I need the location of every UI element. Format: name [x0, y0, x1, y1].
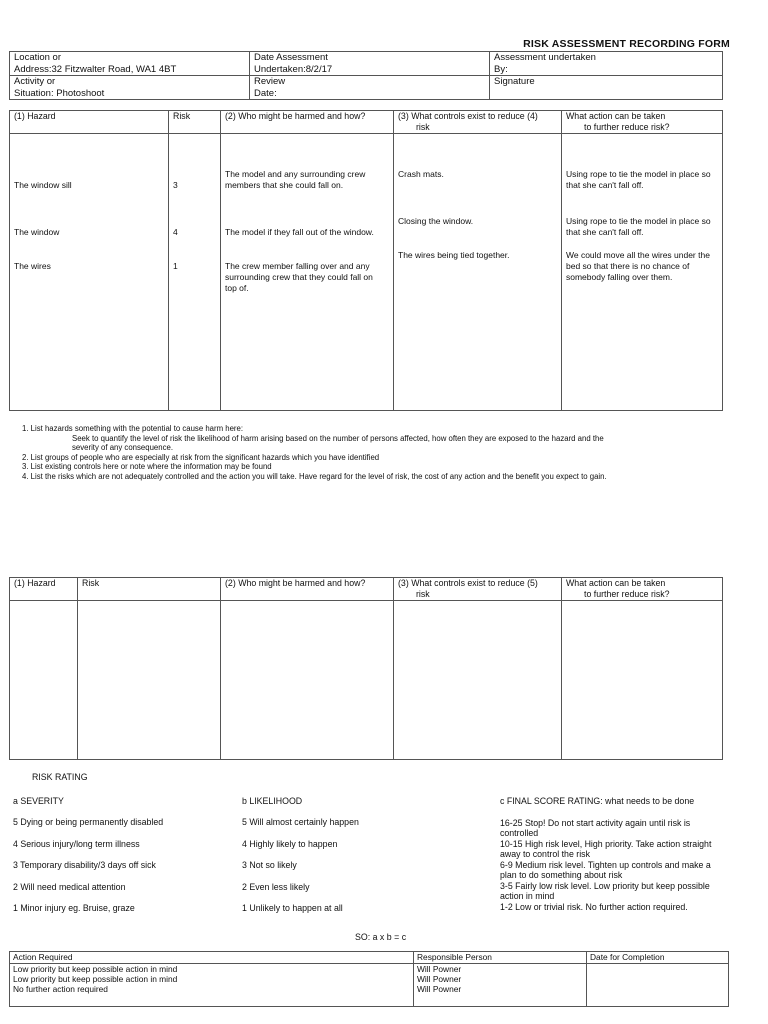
risk-value: 4 — [173, 227, 178, 237]
action-required-header: Action Required — [10, 952, 414, 964]
who-item: The model and any surrounding crew members that she could fall on. — [225, 169, 366, 190]
completion-date-cell[interactable] — [587, 964, 729, 1007]
likelihood-title: b LIKELIHOOD — [242, 796, 303, 806]
hazard-column-header: (1) Hazard — [10, 111, 169, 134]
final-score-level: 1-2 Low or trivial risk. No further action required. — [500, 901, 688, 912]
action-column-header: What action can be taken to further reduce risk? — [562, 578, 723, 601]
form-title: RISK ASSESSMENT RECORDING FORM — [523, 38, 730, 50]
completion-date-header: Date for Completion — [587, 952, 729, 964]
controls-column-header: (3) What controls exist to reduce (4) risk — [394, 111, 562, 134]
who-item: The crew member falling over and any surrounding crew that they could fall on top of. — [225, 261, 373, 293]
who-item: The model if they fall out of the window. — [225, 227, 374, 237]
note-1a: Seek to quantify the level of risk the likelihood of harm arising based on the number of persons affected, how often they are exposed to the hazard and the — [72, 433, 604, 443]
undertaken-date: Undertaken:8/2/17 — [254, 63, 333, 75]
responsible-person-item: Will Powner — [417, 974, 462, 984]
header-table — [9, 51, 723, 100]
severity-level: 1 Minor injury eg. Bruise, graze — [13, 903, 135, 913]
who-cell[interactable] — [221, 601, 394, 760]
responsible-person-header: Responsible Person — [414, 952, 587, 964]
final-score-level: 16-25 Stop! Do not start activity again until risk is controlled — [500, 817, 691, 838]
address-text: Address:32 Fitzwalter Road, WA1 4BT — [14, 63, 177, 75]
controls-cell — [394, 134, 562, 411]
likelihood-level: 5 Will almost certainly happen — [242, 817, 359, 827]
note-1b: severity of any consequence. — [72, 443, 173, 452]
note-2: 2. List groups of people who are especially at risk from the significant hazards which you have identified — [22, 452, 380, 462]
likelihood-column — [242, 796, 482, 925]
activity-label: Activity or — [14, 76, 56, 87]
who-cell — [221, 134, 394, 411]
assessor-cell — [490, 52, 723, 76]
action-item: Using rope to tie the model in place so that she can't fall off. — [566, 216, 711, 237]
risk-value: 3 — [173, 180, 178, 190]
activity-cell — [10, 76, 250, 100]
severity-level: 5 Dying or being permanently disabled — [13, 817, 164, 827]
date-assessment-cell — [250, 52, 490, 76]
location-label: Location or — [14, 52, 62, 63]
signature-label: Signature — [494, 76, 535, 87]
severity-column — [13, 796, 238, 925]
action-required-cell — [10, 964, 414, 1007]
footnotes — [22, 424, 732, 481]
responsible-person-item: Will Powner — [417, 984, 462, 994]
note-4: 4. List the risks which are not adequately controlled and the action you will take. Have regard for the level of risk, the cost of any action and the benefit you expect to gain. — [22, 471, 607, 481]
action-required-item: Low priority but keep possible action in mind — [13, 974, 178, 984]
action-item: We could move all the wires under the bed so that there is no chance of somebody falling over them. — [566, 250, 710, 282]
control-item: Crash mats. — [398, 169, 444, 179]
action-table — [9, 951, 729, 1007]
control-item: The wires being tied together. — [398, 250, 510, 260]
risk-value: 1 — [173, 261, 178, 271]
note-1: 1. List hazards something with the potential to cause harm here: — [22, 424, 244, 433]
hazard-item: The window — [14, 227, 60, 237]
likelihood-level: 2 Even less likely — [242, 881, 310, 892]
controls-cell[interactable] — [394, 601, 562, 760]
review-cell — [250, 76, 490, 100]
hazard-cell[interactable] — [10, 601, 78, 760]
who-column-header: (2) Who might be harmed and how? — [221, 578, 394, 601]
hazard-cell — [10, 134, 169, 411]
action-column-header: What action can be taken to further reduce risk? — [562, 111, 723, 134]
location-cell — [10, 52, 250, 76]
final-score-level: 3-5 Fairly low risk level. Low priority but keep possible action in mind — [500, 880, 710, 901]
risk-column-header: Risk — [78, 578, 221, 601]
action-cell[interactable] — [562, 601, 723, 760]
signature-cell — [490, 76, 723, 100]
note-3: 3. List existing controls here or note where the information may be found — [22, 462, 272, 471]
review-label: Review — [254, 76, 286, 87]
likelihood-level: 3 Not so likely — [242, 860, 297, 870]
final-score-level: 6-9 Medium risk level. Tighten up controls and make a plan to do something about risk — [500, 859, 711, 880]
risk-column-header: Risk — [169, 111, 221, 134]
hazard-table — [9, 110, 723, 411]
hazard-item: The wires — [14, 261, 51, 271]
final-score-level: 10-15 High risk level, High priority. Take action straight away to control the risk — [500, 838, 712, 859]
action-required-item: No further action required — [13, 984, 108, 994]
risk-cell — [169, 134, 221, 411]
severity-level: 2 Will need medical attention — [13, 881, 126, 892]
blank-hazard-table — [9, 577, 723, 760]
date-assessment-label: Date Assessment — [254, 52, 328, 63]
risk-rating-title: RISK RATING — [32, 772, 88, 782]
responsible-person-cell — [414, 964, 587, 1007]
review-date: Date: — [254, 87, 277, 99]
responsible-person-item: Will Powner — [417, 964, 462, 974]
assessor-label: Assessment undertaken — [494, 52, 596, 63]
controls-column-header: (3) What controls exist to reduce (5) risk — [394, 578, 562, 601]
who-column-header: (2) Who might be harmed and how? — [221, 111, 394, 134]
action-required-item: Low priority but keep possible action in mind — [13, 964, 178, 974]
likelihood-level: 1 Unlikely to happen at all — [242, 903, 343, 913]
hazard-item: The window sill — [14, 180, 72, 190]
control-item: Closing the window. — [398, 216, 474, 226]
score-formula: SO: a x b = c — [355, 932, 407, 942]
assessor-by: By: — [494, 63, 508, 75]
action-item: Using rope to tie the model in place so that she can't fall off. — [566, 169, 711, 190]
likelihood-level: 4 Highly likely to happen — [242, 838, 338, 849]
severity-level: 3 Temporary disability/3 days off sick — [13, 860, 156, 870]
final-score-column — [500, 796, 725, 912]
severity-level: 4 Serious injury/long term illness — [13, 838, 140, 849]
hazard-column-header: (1) Hazard — [10, 578, 78, 601]
risk-cell[interactable] — [78, 601, 221, 760]
situation-text: Situation: Photoshoot — [14, 87, 105, 99]
action-cell — [562, 134, 723, 411]
severity-title: a SEVERITY — [13, 796, 64, 806]
final-score-title: c FINAL SCORE RATING: what needs to be done — [500, 796, 695, 806]
